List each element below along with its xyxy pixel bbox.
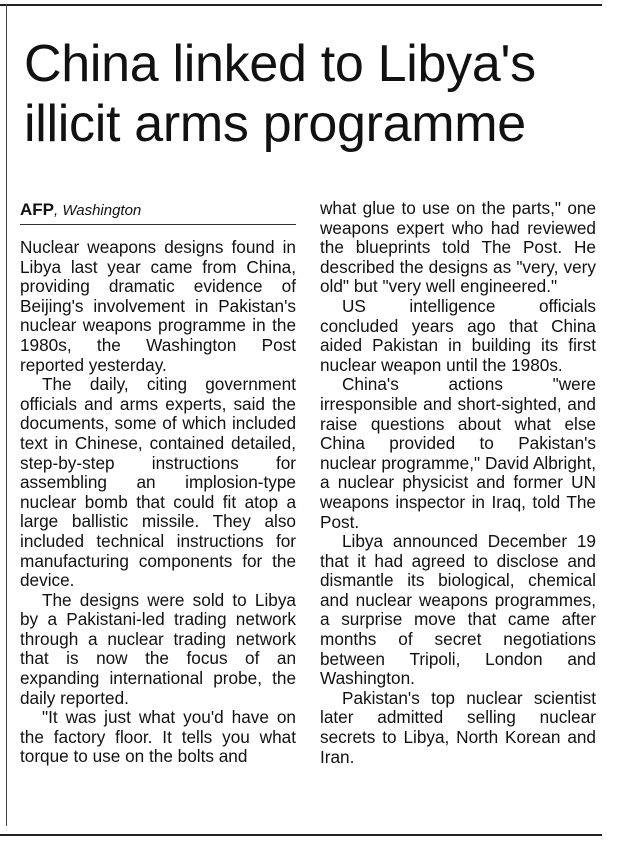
article-column-left bbox=[20, 238, 296, 767]
article-headline: China linked to Libya's illicit arms programme bbox=[24, 35, 536, 153]
paragraph: Libya announced December 19 that it had agreed to disclose and dismantle its biological, chemical and nuclear weapons programmes, a surprise move that came after months of secret negotiations between Tripoli, London and Washington. bbox=[320, 531, 596, 689]
paragraph: The daily, citing government officials and arms experts, said the documents, some of which included text in Chinese, contained detailed, step-by-step instructions for assembling an implosion-type nuclear bomb that could fit atop a large ballistic missile. They also included technical instructions for manufacturing components for the device. bbox=[20, 374, 296, 591]
article-column-right bbox=[320, 199, 596, 767]
paragraph: "It was just what you'd have on the factory floor. It tells you what torque to use on the bolts and bbox=[20, 707, 296, 767]
byline-location: , Washington bbox=[54, 202, 142, 219]
bottom-border-rule bbox=[0, 834, 602, 836]
paragraph: Pakistan's top nuclear scientist later admitted selling nuclear secrets to Libya, North Korean and Iran. bbox=[320, 687, 596, 767]
paragraph: what glue to use on the parts," one weapons expert who had reviewed the blueprints told The Post. He described the designs as "very, very old" but "very well engineered." bbox=[320, 198, 596, 297]
byline bbox=[20, 199, 141, 222]
byline-divider bbox=[20, 224, 296, 225]
paragraph: Nuclear weapons designs found in Libya last year came from China, providing dramatic evidence of Beijing's involvement in Pakistan's nuclear weapons programme in the 1980s, the Washington Post reported yesterday. bbox=[20, 237, 296, 375]
paragraph: China's actions "were irresponsible and short-sighted, and raise questions about what else China provided to Pakistan's nuclear programme," David Albright, a nuclear physicist and former UN weapons inspector in Iraq, told The Post. bbox=[320, 374, 596, 532]
top-border-rule bbox=[0, 4, 602, 6]
paragraph: US intelligence officials concluded years ago that China aided Pakistan in building its first nuclear weapon until the 1980s. bbox=[320, 295, 596, 375]
left-border-rule bbox=[6, 4, 7, 826]
byline-agency: AFP bbox=[20, 200, 54, 219]
paragraph: The designs were sold to Libya by a Pakistani-led trading network through a nuclear trading network that is now the focus of an expanding international probe, the daily reported. bbox=[20, 589, 296, 708]
